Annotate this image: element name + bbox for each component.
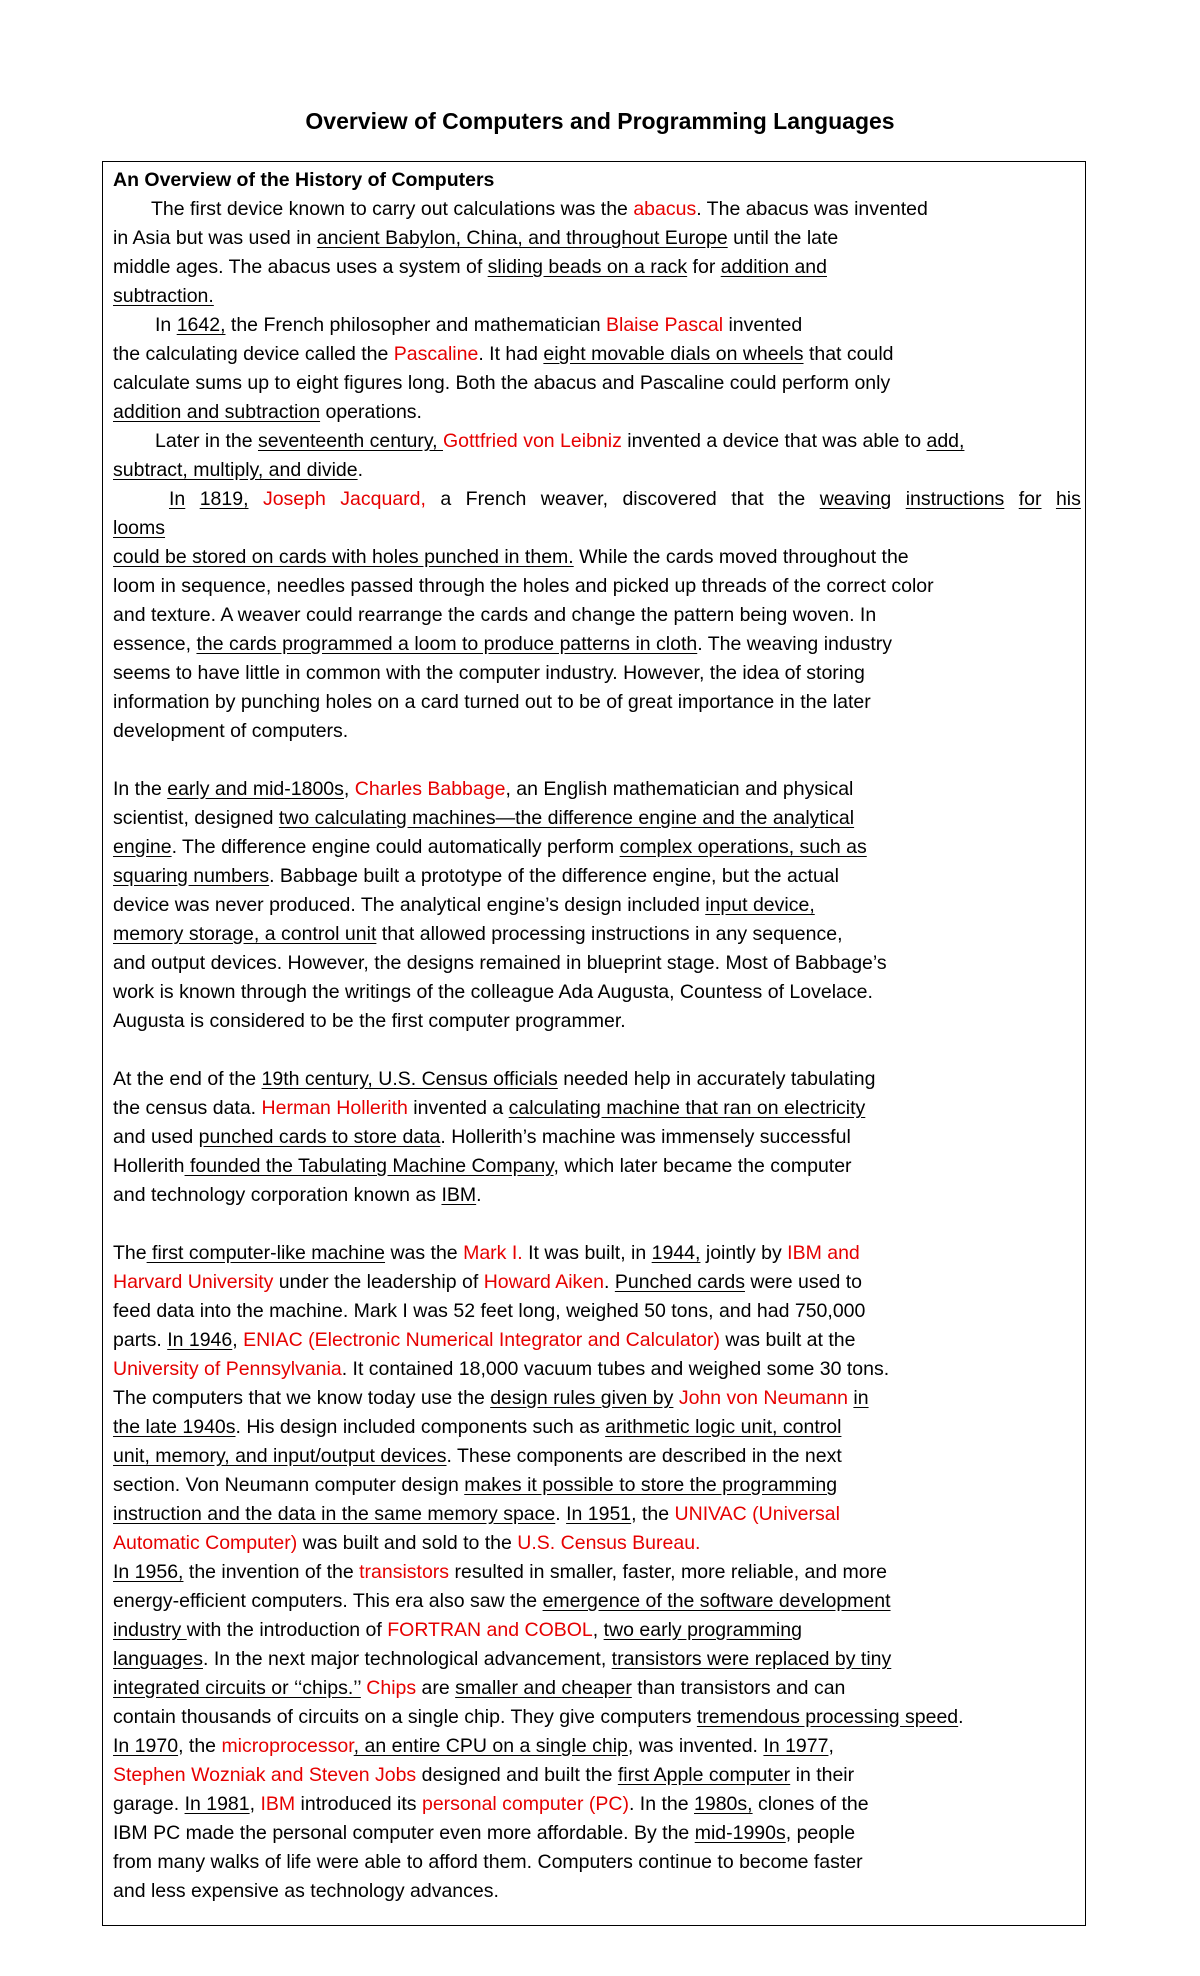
word: the [778,488,806,510]
text-line [113,543,1081,572]
text-line [113,833,1081,862]
text-run: in their [790,1764,855,1786]
underlined-run: 19th century, U.S. Census officials [261,1068,558,1090]
text-run: , the [178,1735,222,1757]
term-univac: Automatic Computer) [113,1532,298,1554]
text-run: the calculating device called the [113,343,394,365]
text-run: , an English mathematician and physical [505,778,854,800]
text-line [113,1645,1081,1674]
underlined-run: the late 1940s [113,1416,236,1438]
text-line [113,1413,1081,1442]
underlined-run: transistors were replaced by tiny [611,1648,892,1670]
underlined-run: makes it possible to store the programming [464,1474,838,1496]
paragraph-spacer [113,1036,1081,1065]
underlined-run: In 1946 [167,1329,233,1351]
name-jacquard: Joseph [262,488,326,510]
underlined-run: subtract, multiply, and divide [113,459,358,481]
paragraph-spacer [113,1210,1081,1239]
paragraph-spacer [113,746,1081,775]
text-line [113,1587,1081,1616]
text-run: invented [723,314,803,336]
underlined-run: punched cards to store data [198,1126,441,1148]
underlined-word: for [1018,488,1042,510]
text-run: than transistors and can [631,1677,846,1699]
text-line: development of computers. [113,720,349,742]
underlined-run: complex operations, such as [619,836,867,858]
underlined-run: input device, [705,894,815,916]
text-line [113,920,1081,949]
text-run: . [357,459,364,481]
text-run: . In the next major technological advancement, [203,1648,612,1670]
text-run: . Babbage built a prototype of the difference engine, but the actual [269,865,839,887]
term-abacus: abacus [633,198,697,220]
underlined-run: 1980s, [694,1793,753,1815]
underlined-run: add, [926,430,965,452]
text-run: . These components are described in the next [446,1445,842,1467]
text-run: parts. [113,1329,168,1351]
text-run: . [476,1184,482,1206]
text-run: for [687,256,721,278]
text-run: . Hollerith’s machine was immensely successful [440,1126,851,1148]
text-line [113,630,1081,659]
term-fortran-cobol: FORTRAN and COBOL [387,1619,593,1641]
text-run: , [343,778,355,800]
text-run: invented a device that was able to [621,430,927,452]
text-run: jointly by [700,1242,788,1264]
text-line [113,1355,1081,1384]
word: French [465,488,527,510]
text-run: clones of the [752,1793,869,1815]
text-line [113,1790,1081,1819]
name-leibniz: Gottfried von Leibniz [443,430,622,452]
text-run: resulted in smaller, faster, more reliable, and more [449,1561,887,1583]
name-harvard: Harvard University [113,1271,274,1293]
term-mark-i: Mark I. [463,1242,523,1264]
text-line: work is known through the writings of the colleague Ada Augusta, Countess of Lovelace. [113,981,873,1003]
document-body [113,166,1081,1906]
text-line [113,1065,1081,1094]
text-run: are [416,1677,456,1699]
text-run: were used to [744,1271,863,1293]
text-line: and texture. A weaver could rearrange the cards and change the pattern being woven. In [113,604,877,626]
text-run: and technology corporation known as [113,1184,442,1206]
underlined-run: engine [113,836,172,858]
underlined-word: his [1055,488,1081,510]
text-run: Hollerith [113,1155,185,1177]
text-line [113,1239,1081,1268]
text-line [113,1268,1081,1297]
underlined-run: subtraction. [113,285,214,307]
text-run: The computers that we know today use the [113,1387,491,1409]
text-line [113,1500,1081,1529]
name-ibm: IBM and [787,1242,860,1264]
underlined-run: , an entire CPU on a single chip [353,1735,628,1757]
underlined-run: In 1977 [763,1735,829,1757]
underlined-word: instructions [905,488,1005,510]
underlined-run: unit, memory, and input/output devices [113,1445,447,1467]
text-run: that allowed processing instructions in any sequence, [376,923,843,945]
text-run: was the [385,1242,464,1264]
underlined-run: the cards programmed a loom to produce patterns in cloth [196,633,698,655]
text-run: operations. [320,401,422,423]
underlined-run: squaring numbers [113,865,270,887]
text-run: While the cards moved throughout the [573,546,909,568]
underlined-run: In 1956, [113,1561,184,1583]
text-run: , was invented. [627,1735,764,1757]
text-line [113,311,1081,340]
text-run: the invention of the [183,1561,360,1583]
text-run: energy-efficient computers. This era also saw the [113,1590,543,1612]
text-run: in Asia but was used in [113,227,317,249]
underlined-run: calculating machine that ran on electricity [508,1097,866,1119]
text-line: and less expensive as technology advances. [113,1880,499,1902]
text-run: introduced its [295,1793,422,1815]
text-line [113,1471,1081,1500]
text-line [113,1326,1081,1355]
underlined-word: 1819, [199,488,249,510]
term-pc: personal computer (PC) [421,1793,629,1815]
text-run: essence, [113,633,197,655]
underlined-run: founded the Tabulating Machine Company [184,1155,554,1177]
text-run: , [592,1619,604,1641]
name-aiken: Howard Aiken [483,1271,605,1293]
text-run: , the [631,1503,675,1525]
underlined-run: addition and subtraction [113,401,321,423]
text-line [113,427,1081,456]
text-line [113,1761,1081,1790]
underlined-run: looms [113,517,166,539]
text-run: , which later became the computer [553,1155,852,1177]
text-run: garage. [113,1793,185,1815]
text-line [113,1384,1081,1413]
text-run: . It had [478,343,544,365]
text-line [113,891,1081,920]
text-run: invented a [407,1097,509,1119]
text-line: loom in sequence, needles passed through the holes and picked up threads of the correct color [113,575,934,597]
text-line [113,1558,1081,1587]
underlined-run: mid-1990s [694,1822,786,1844]
underlined-run: emergence of the software development [542,1590,891,1612]
text-line [113,1094,1081,1123]
text-line [113,1181,1081,1210]
text-run: IBM PC made the personal computer even more affordable. By the [113,1822,695,1844]
text-line-justified [113,485,1081,514]
text-line: seems to have little in common with the computer industry. However, the idea of storing [113,662,865,684]
underlined-run: design rules given by [490,1387,674,1409]
underlined-run: two early programming [603,1619,802,1641]
text-run: section. Von Neumann computer design [113,1474,465,1496]
name-ibm: IBM [260,1793,296,1815]
underlined-run: industry [113,1619,187,1641]
underlined-run: instruction and the data in the same memory space [113,1503,556,1525]
document-frame [102,161,1086,1926]
text-line: from many walks of life were able to afford them. Computers continue to become faster [113,1851,863,1873]
text-line: and output devices. However, the designs remained in blueprint stage. Most of Babbage’s [113,952,887,974]
underlined-run: In 1981 [184,1793,250,1815]
text-run: In the [113,778,168,800]
word: that [731,488,764,510]
underlined-run: could be stored on cards with holes punched in them. [113,546,574,568]
text-line [113,1529,1081,1558]
text-line [113,1152,1081,1181]
text-line [113,1123,1081,1152]
text-line [113,804,1081,833]
text-run: . In the [628,1793,695,1815]
text-run: was built at the [719,1329,856,1351]
underlined-run: addition and [720,256,827,278]
term-microprocessor: microprocessor [221,1735,354,1757]
name-wozniak-jobs: Stephen Wozniak and Steven Jobs [113,1764,417,1786]
text-line [113,398,1081,427]
text-run: designed and built the [416,1764,618,1786]
name-upenn: University of Pennsylvania [113,1358,342,1380]
underlined-run: smaller and cheaper [455,1677,632,1699]
term-eniac: ENIAC (Electronic Numerical Integrator and Calculator) [243,1329,720,1351]
underlined-run: first Apple computer [617,1764,791,1786]
text-run: device was never produced. The analytical engine’s design included [113,894,706,916]
name-babbage: Charles Babbage [354,778,506,800]
text-run: The first device known to carry out calculations was the [151,198,634,220]
text-line [113,1732,1081,1761]
underlined-run: eight movable dials on wheels [543,343,804,365]
underlined-run: In 1951 [566,1503,632,1525]
text-line [113,456,1081,485]
word: a [440,488,452,510]
text-run: At the end of the [113,1068,262,1090]
text-line [113,1819,1081,1848]
text-run: . His design included components such as [235,1416,606,1438]
underlined-run: ancient Babylon, China, and throughout Europe [316,227,728,249]
underlined-run: Punched cards [614,1271,745,1293]
text-line [113,253,1081,282]
text-run: middle ages. The abacus uses a system of [113,256,488,278]
text-line [113,224,1081,253]
text-run: . It contained 18,000 vacuum tubes and weighed some 30 tons. [341,1358,890,1380]
text-line: information by punching holes on a card turned out to be of great importance in the later [113,691,871,713]
text-run: The [113,1242,147,1264]
text-line [113,775,1081,804]
text-run: . [958,1706,964,1728]
text-run: contain thousands of circuits on a single chip. They give computers [113,1706,697,1728]
name-census-bureau: U.S. Census Bureau. [517,1532,701,1554]
text-run: was built and sold to the [297,1532,518,1554]
word: weaver, [540,488,608,510]
text-run: the French philosopher and mathematician [225,314,606,336]
underlined-run: tremendous processing speed [696,1706,959,1728]
text-line [113,340,1081,369]
text-line [113,1703,1081,1732]
term-chips: Chips [366,1677,417,1699]
text-run: . [604,1271,615,1293]
text-line: Augusta is considered to be the first computer programmer. [113,1010,626,1032]
name-pascal: Blaise Pascal [605,314,724,336]
text-run: It was built, in [522,1242,652,1264]
underlined-word: In [169,488,186,510]
text-line: feed data into the machine. Mark I was 52 feet long, weighed 50 tons, and had 750,000 [113,1300,866,1322]
text-run: until the late [727,227,839,249]
text-line [113,1442,1081,1471]
text-run: . The weaving industry [697,633,892,655]
text-run: . The abacus was invented [696,198,928,220]
text-run: needed help in accurately tabulating [557,1068,876,1090]
word: discovered [622,488,717,510]
document-title: Overview of Computers and Programming Languages [305,108,895,134]
text-run: . [555,1503,567,1525]
underlined-run: two calculating machines—the difference engine and the analytical [278,807,855,829]
section-heading: An Overview of the History of Computers [113,169,495,191]
underlined-run: IBM [441,1184,477,1206]
text-run: the census data. [113,1097,262,1119]
underlined-word: weaving [819,488,892,510]
underlined-run: memory storage, a control unit [113,923,377,945]
name-hollerith: Herman Hollerith [261,1097,408,1119]
underlined-run: in [853,1387,869,1409]
term-univac: UNIVAC (Universal [674,1503,840,1525]
text-run: Later in the [155,430,258,452]
term-transistors: transistors [359,1561,450,1583]
text-run: , people [785,1822,856,1844]
term-pascaline: Pascaline [393,343,479,365]
underlined-run: arithmetic logic unit, control [605,1416,842,1438]
text-line: calculate sums up to eight figures long. Both the abacus and Pascaline could perform only [113,372,891,394]
text-run: , [232,1329,244,1351]
underlined-run: integrated circuits or ‘‘chips.’’ [113,1677,361,1699]
text-run: , [828,1735,834,1757]
text-run: that could [803,343,894,365]
text-run: , [249,1793,261,1815]
underlined-run: 1642, [176,314,226,336]
text-line [113,862,1081,891]
text-run: . The difference engine could automatically perform [171,836,620,858]
underlined-run: sliding beads on a rack [487,256,688,278]
text-line [113,1616,1081,1645]
text-line [113,282,1081,311]
name-von-neumann: John von Neumann [678,1387,848,1409]
underlined-run: languages [113,1648,203,1670]
text-run: scientist, designed [113,807,279,829]
text-run: In [155,314,177,336]
underlined-run: first computer-like machine [146,1242,386,1264]
underlined-run: early and mid-1800s [167,778,344,800]
underlined-run: seventeenth century, [257,430,443,452]
underlined-run: In 1970 [113,1735,179,1757]
text-run: and used [113,1126,199,1148]
name-jacquard: Jacquard, [340,488,426,510]
text-run: under the leadership of [273,1271,484,1293]
underlined-run: 1944, [651,1242,701,1264]
text-line [113,195,1081,224]
text-line [113,514,1081,543]
text-line [113,1674,1081,1703]
text-run: with the introduction of [186,1619,388,1641]
